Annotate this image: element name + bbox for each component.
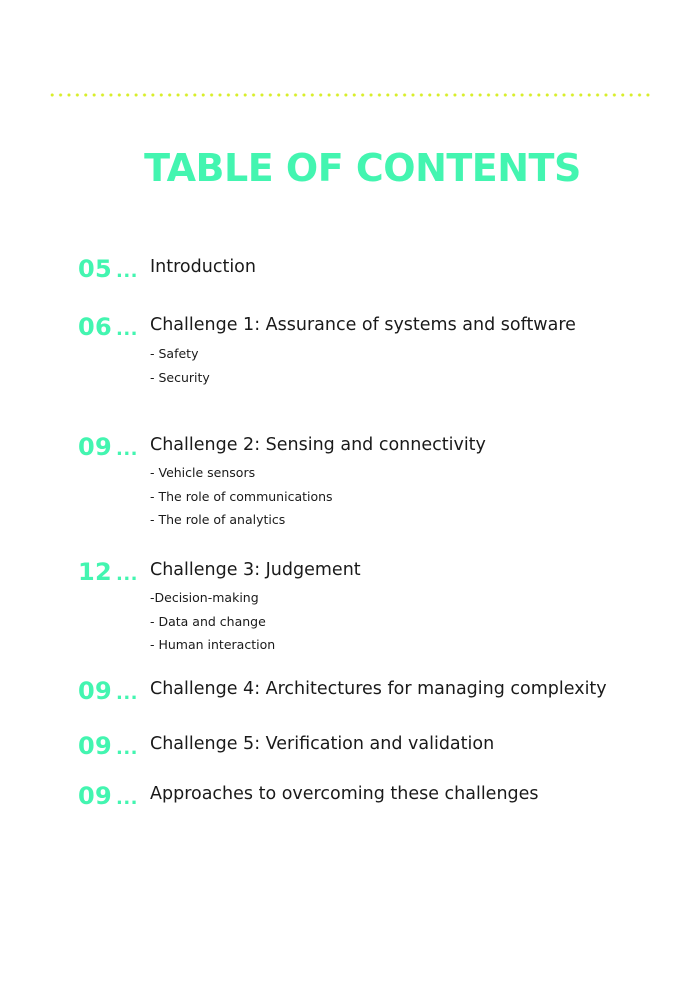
toc-subitem-list xyxy=(150,461,333,532)
toc-subitem-list xyxy=(150,342,210,389)
toc-subitem: - The role of communications xyxy=(150,488,333,504)
toc-entry-title: Challenge 4: Architectures for managing complexity xyxy=(150,679,607,699)
toc-subitem: - Safety xyxy=(150,346,199,361)
toc-page-number: 09 ... xyxy=(78,732,139,760)
toc-entry-title: Challenge 5: Verification and validation xyxy=(150,734,495,754)
toc-subitem: - Security xyxy=(150,369,210,385)
toc-page-number: 09 ... xyxy=(78,782,139,810)
toc-entry-title: Challenge 2: Sensing and connectivity xyxy=(150,435,486,455)
toc-subitem-list xyxy=(150,586,275,657)
toc-entry-title: Challenge 1: Assurance of systems and software xyxy=(150,315,576,335)
toc-page-number: 05 ... xyxy=(78,255,139,283)
dotted-rule xyxy=(48,92,652,98)
toc-subitem: - Data and change xyxy=(150,613,266,629)
page-title: TABLE OF CONTENTS xyxy=(144,146,581,190)
toc-entry-title: Introduction xyxy=(150,257,256,277)
toc-subitem: -Decision-making xyxy=(150,590,259,605)
toc-page-number: 09 ... xyxy=(78,433,139,461)
toc-page-number: 09 ... xyxy=(78,677,139,705)
toc-subitem: - Vehicle sensors xyxy=(150,465,256,480)
toc-page-number: 06 ... xyxy=(78,313,139,341)
toc-page-number: 12 ... xyxy=(78,558,139,586)
toc-subitem: - Human interaction xyxy=(150,637,276,652)
toc-entry-title: Approaches to overcoming these challenges xyxy=(150,784,539,804)
toc-entry-title: Challenge 3: Judgement xyxy=(150,560,361,580)
toc-subitem: - The role of analytics xyxy=(150,512,286,527)
